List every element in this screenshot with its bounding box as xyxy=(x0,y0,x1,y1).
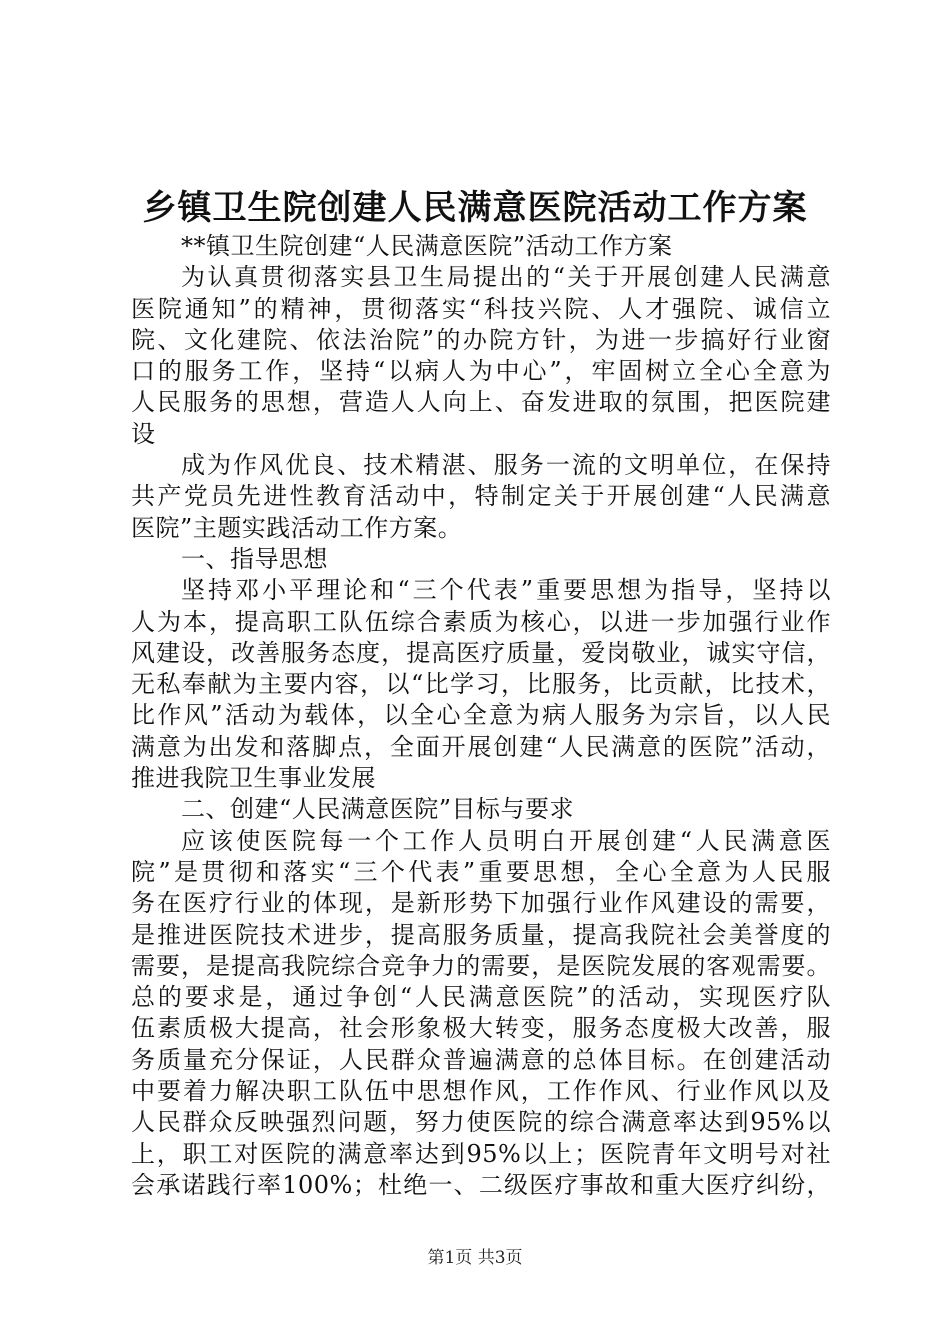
body-line: 院”是贯彻和落实“三个代表”重要思想，全心全意为人民服 xyxy=(131,857,831,886)
body-line: 成为作风优良、技术精湛、服务一流的文明单位，在保持 xyxy=(181,451,831,480)
body-line: 应该使医院每一个工作人员明白开展创建“人民满意医 xyxy=(181,826,831,855)
body-line: 无私奉献为主要内容，以“比学习，比服务，比贡献，比技术， xyxy=(131,670,831,699)
body-line: 会承诺践行率100%；杜绝一、二级医疗事故和重大医疗纠纷， xyxy=(131,1170,831,1199)
body-line: 人为本，提高职工队伍综合素质为核心，以进一步加强行业作 xyxy=(131,607,831,636)
body-line: 口的服务工作，坚持“以病人为中心”，牢固树立全心全意为 xyxy=(131,357,831,386)
document-title: 乡镇卫生院创建人民满意医院活动工作方案 xyxy=(142,188,808,228)
body-line: 推进我院卫生事业发展 xyxy=(131,764,376,793)
body-line: 二、创建“人民满意医院”目标与要求 xyxy=(181,795,575,824)
body-line: 伍素质极大提高，社会形象极大转变，服务态度极大改善，服 xyxy=(131,1014,831,1043)
body-line: 总的要求是，通过争创“人民满意医院”的活动，实现医疗队 xyxy=(131,983,831,1012)
body-line: 医院通知”的精神，贯彻落实“科技兴院、人才强院、诚信立 xyxy=(131,294,831,323)
document-body xyxy=(131,231,831,1201)
body-line: 一、指导思想 xyxy=(181,544,328,573)
body-line: 为认真贯彻落实县卫生局提出的“关于开展创建人民满意 xyxy=(181,263,831,292)
body-line: 医院”主题实践活动工作方案。 xyxy=(131,513,463,542)
body-line: 中要着力解决职工队伍中思想作风，工作作风、行业作风以及 xyxy=(131,1077,831,1106)
body-line: 院、文化建院、依法治院”的办院方针，为进一步搞好行业窗 xyxy=(131,325,831,354)
body-line: 人民群众反映强烈问题，努力使医院的综合满意率达到95%以 xyxy=(131,1108,831,1137)
body-line: 需要，是提高我院综合竞争力的需要，是医院发展的客观需要。 xyxy=(131,951,831,980)
body-line: 上，职工对医院的满意率达到95%以上；医院青年文明号对社 xyxy=(131,1139,831,1168)
page-footer: 第1页 共3页 xyxy=(427,1248,523,1268)
body-line: 是推进医院技术进步，提高服务质量，提高我院社会美誉度的 xyxy=(131,920,831,949)
body-line: 设 xyxy=(131,419,156,448)
body-line: 人民服务的思想，营造人人向上、奋发进取的氛围，把医院建 xyxy=(131,388,831,417)
body-line: 满意为出发和落脚点，全面开展创建“人民满意的医院”活动， xyxy=(131,732,831,761)
body-line: 务质量充分保证，人民群众普遍满意的总体目标。在创建活动 xyxy=(131,1045,831,1074)
body-line: 共产党员先进性教育活动中，特制定关于开展创建“人民满意 xyxy=(131,482,831,511)
body-line: 坚持邓小平理论和“三个代表”重要思想为指导，坚持以 xyxy=(181,576,831,605)
body-line: 务在医疗行业的体现，是新形势下加强行业作风建设的需要， xyxy=(131,889,831,918)
body-line: 风建设，改善服务态度，提高医疗质量，爱岗敬业，诚实守信， xyxy=(131,638,831,667)
body-line: 比作风”活动为载体，以全心全意为病人服务为宗旨，以人民 xyxy=(131,701,831,730)
body-line: **镇卫生院创建“人民满意医院”活动工作方案 xyxy=(181,232,673,260)
